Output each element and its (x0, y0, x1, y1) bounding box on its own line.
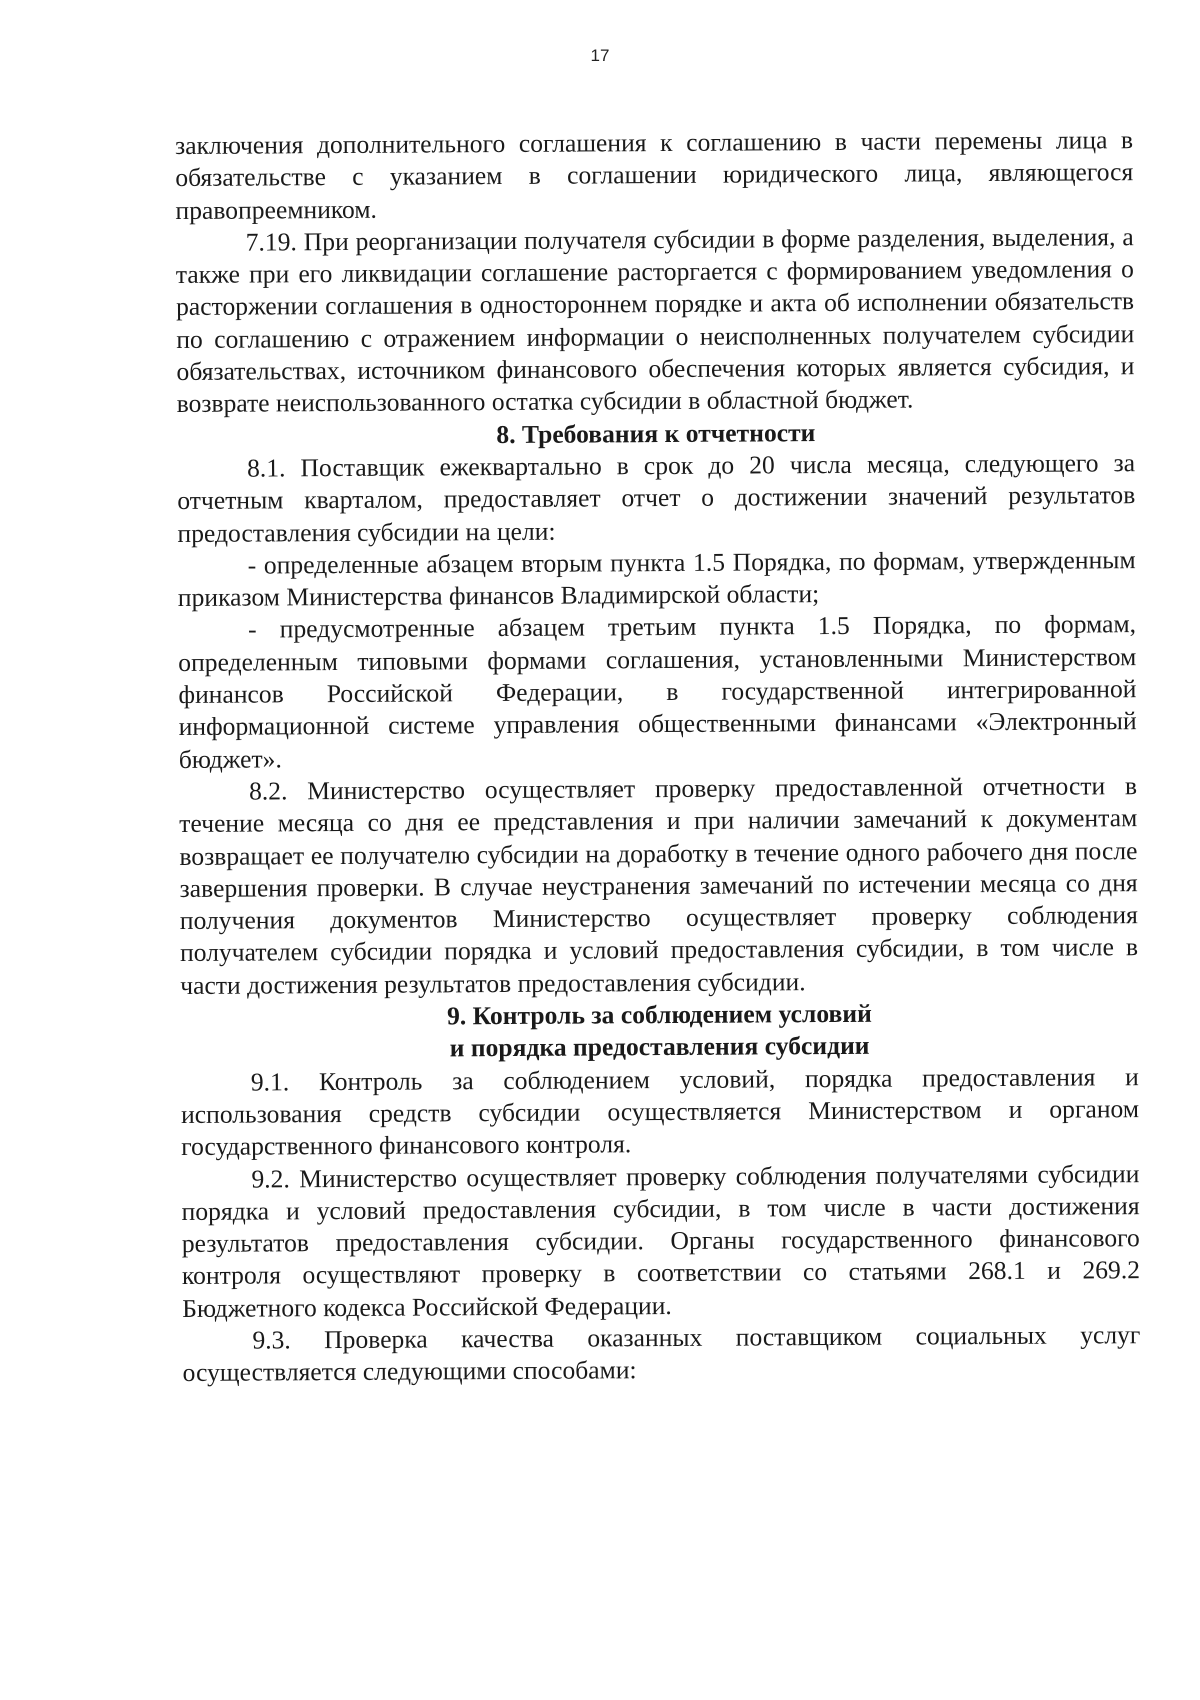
paragraph-9-1: 9.1. Контроль за соблюдением условий, порядка предоставления и использования средств субсидии осуществляется Министерством и органом государственного финансового контроля. (180, 1061, 1140, 1162)
paragraph-9-2: 9.2. Министерство осуществляет проверку соблюдения получателями субсидии порядка и условий предоставления субсидии, в том числе в части достижения результатов предоставления субсидии. Органы государственного финансового контроля осуществляют проверку в соответствии со статьями 268.1 и 269.2 Бюджетного кодекса Российской Федерации. (181, 1158, 1141, 1323)
intro-paragraph: заключения дополнительного соглашения к соглашению в части перемены лица в обязательстве с указанием в соглашении юридического лица, являющегося правопреемником. (175, 125, 1134, 225)
list-item-bullet-1: - определенные абзацем вторым пункта 1.5 Порядка, по формам, утвержденным приказом Министерства финансов Владимирской области; (177, 544, 1136, 613)
section-9-heading-line-1: 9. Контроль за соблюдением условий (446, 998, 872, 1031)
page-number: 17 (590, 46, 610, 65)
section-9-heading-line-2: и порядка предоставления субсидии (449, 1031, 870, 1063)
paragraph-7-19: 7.19. При реорганизации получателя субсидии в форме разделения, выделения, а также при его ликвидации соглашение расторгается с формированием уведомления о расторжении соглашения в одностороннем порядке и акта об исполнении обязательств по соглашению с отражением информации о неисполненных получателем субсидии обязательствах, источником финансового обеспечения которых является субсидия, и возврате неиспользованного остатка субсидии в областной бюджет. (175, 222, 1135, 419)
list-item-bullet-2: - предусмотренные абзацем третьим пункта 1.5 Порядка, по формам, определенным типовыми формами соглашения, установленными Министерством финансов Российской Федерации, в государственной интегрированной информационной системе управления общественными финансами «Электронный бюджет». (178, 609, 1137, 774)
document-body (175, 124, 1141, 1389)
paragraph-9-3: 9.3. Проверка качества оказанных поставщиком социальных услуг осуществляется следующими способами: (182, 1320, 1141, 1388)
section-8-heading: 8. Требования к отчетности (496, 417, 816, 449)
paragraph-8-1: 8.1. Поставщик ежеквартально в срок до 20 числа месяца, следующего за отчетным кварталом, предоставляет отчет о достижении значений результатов предоставления субсидии на цели: (177, 448, 1136, 548)
paragraph-8-2: 8.2. Министерство осуществляет проверку предоставленной отчетности в течение месяца со дня ее представления и при наличии замечаний к документам возвращает ее получателю субсидии на доработку в течение одного рабочего дня после завершения проверки. В случае неустранения замечаний по истечении месяца со дня получения документов Министерство осуществляет проверку соблюдения получателем субсидии порядка и условий предоставления субсидии, в том числе в части достижения результатов предоставления субсидии. (179, 771, 1139, 1000)
section-9-heading (180, 996, 1138, 1066)
